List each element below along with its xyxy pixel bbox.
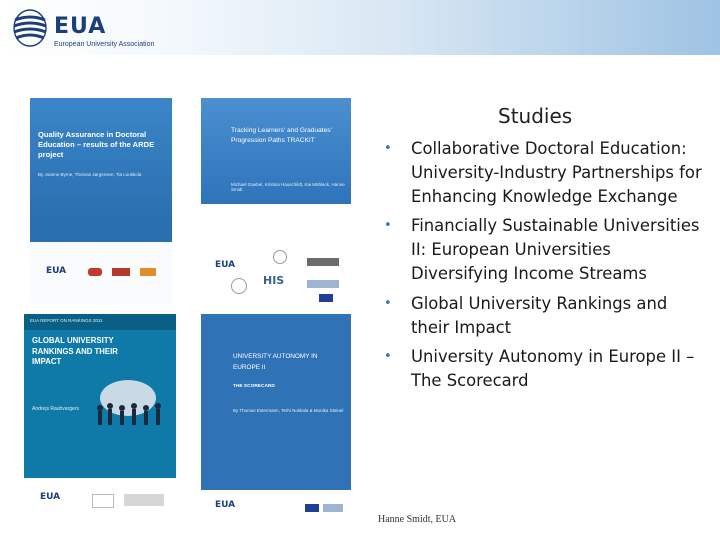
partner-logo <box>307 280 339 288</box>
cover-arde-logo: EUA <box>46 266 67 276</box>
partner-logo <box>88 268 102 276</box>
cover-autonomy-title: UNIVERSITY AUTONOMY IN EUROPE II <box>233 353 318 371</box>
list-item-text: Financially Sustainable Universities II: European Universities Diversifying Income Streams <box>411 216 700 284</box>
bullet-icon: • <box>384 141 392 156</box>
list-item-text: Global University Rankings and their Impact <box>411 293 668 337</box>
cover-trackit-logo: EUA <box>215 260 236 270</box>
cover-rankings-logo: EUA <box>40 492 61 502</box>
cover-autonomy-footer <box>201 490 351 524</box>
cover-trackit-partner: HIS <box>263 274 285 287</box>
bullet-icon: • <box>384 295 392 311</box>
slide-title: Studies <box>498 104 573 128</box>
partner-seal <box>231 278 247 294</box>
eu-flag <box>305 504 319 512</box>
cover-arde-title: Quality Assurance in Doctoral Education – results of the ARDE project <box>38 130 155 159</box>
list-item-text: University Autonomy in Europe II – The Scorecard <box>411 346 695 390</box>
partner-logo <box>140 268 156 276</box>
partner-logo <box>112 268 130 276</box>
cover-autonomy-logo: EUA <box>215 500 236 510</box>
partner-logo <box>124 494 164 506</box>
cover-trackit-authors: Michael Gaebel, Kristina Hauschildt, Kai Mühleck, Hanne Smidt <box>231 182 345 192</box>
logo-subtitle: European University Association <box>54 41 155 48</box>
cover-rankings-series: EUA REPORT ON RANKINGS 2011 <box>30 318 103 323</box>
cover-autonomy-authors: By Thomas Estermann, Terhi Nokkala & Monika Steinel <box>233 408 344 413</box>
footer-credit: Hanne Smidt, EUA <box>378 514 457 525</box>
list-item-text: Collaborative Doctoral Education: University-Industry Partnerships for Enhancing Knowledge Exchange <box>411 139 702 206</box>
cover-rankings-footer <box>24 478 176 524</box>
studies-list <box>384 137 704 398</box>
cover-arde-authors: By Joanne Byrne, Thomas Jørgensen, Tia Loukkola <box>38 172 142 177</box>
partner-logo <box>92 494 114 508</box>
cover-autonomy-subtitle: THE SCORECARD <box>233 384 275 389</box>
logo-wordmark: EUA <box>54 14 107 39</box>
list-item <box>384 137 704 209</box>
cover-trackit-title: Tracking Learners' and Graduates' Progression Paths TRACKIT <box>231 127 332 144</box>
crowd-illustration <box>88 370 172 430</box>
cover-autonomy <box>201 314 351 524</box>
header-band <box>0 0 720 55</box>
cover-rankings <box>24 314 176 524</box>
partner-logo <box>323 504 343 512</box>
cover-arde-footer <box>30 242 172 304</box>
cover-rankings-title: GLOBAL UNIVERSITY RANKINGS AND THEIR IMPACT <box>32 336 118 366</box>
list-item <box>384 214 704 286</box>
eu-flag <box>319 294 333 302</box>
partner-seal <box>273 250 287 264</box>
partner-logo <box>307 258 339 266</box>
cover-arde <box>30 98 172 304</box>
eua-logo <box>12 8 162 50</box>
bullet-icon: • <box>384 348 392 364</box>
list-item <box>384 345 704 393</box>
cover-rankings-author: Andrejs Rauhvargers <box>32 406 79 412</box>
globe-icon <box>12 8 48 48</box>
bullet-icon: • <box>384 218 392 234</box>
cover-trackit <box>201 98 351 304</box>
list-item <box>384 292 704 340</box>
